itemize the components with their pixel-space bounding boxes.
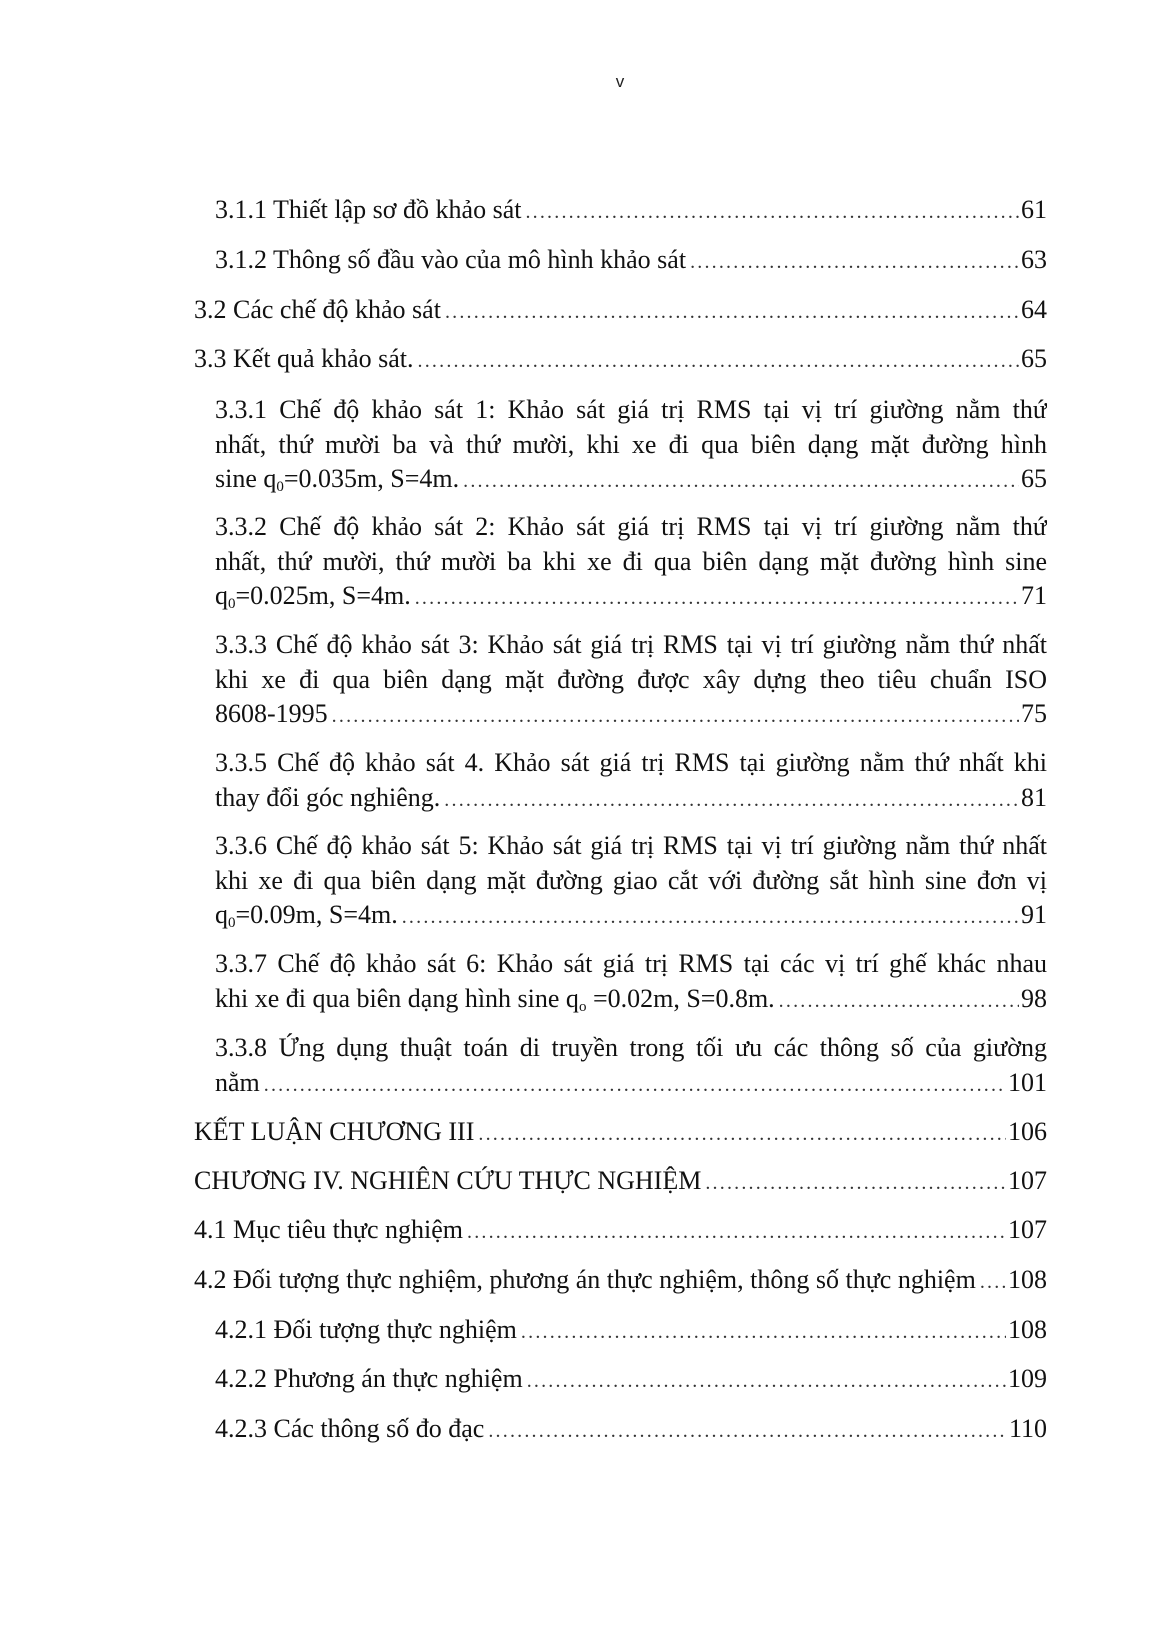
dot-leader	[527, 1364, 1006, 1399]
toc-entry-title: 3.1.2 Thông số đầu vào của mô hình khảo sát	[215, 245, 687, 274]
toc-entry-title: 4.1 Mục tiêu thực nghiệm	[194, 1215, 463, 1244]
toc-entry-title: sine $q_0=0.035m$, S=4m.	[215, 464, 460, 495]
toc-entry-title: 3.2 Các chế độ khảo sát	[194, 295, 441, 324]
toc-entry[interactable]	[215, 1313, 1047, 1350]
toc-entry[interactable]	[215, 1412, 1047, 1449]
toc-page-number: 65	[1021, 464, 1047, 493]
dot-leader	[705, 1166, 1006, 1201]
toc-page-number: 108	[1008, 1265, 1047, 1294]
toc-entry[interactable]	[194, 1164, 1047, 1201]
toc-page-number: 107	[1008, 1166, 1047, 1195]
toc-entry[interactable]	[194, 1115, 1047, 1152]
toc-entry[interactable]	[215, 947, 1047, 1018]
toc-page-number: 107	[1008, 1215, 1047, 1244]
toc-entry-title: 8608-1995	[215, 699, 328, 728]
dot-leader	[478, 1117, 1006, 1152]
toc-page-number: 108	[1008, 1315, 1047, 1344]
toc-entry-title: $q_0=0.09m$, S=4m.	[215, 900, 398, 931]
toc-entry-line: khi xe đi qua biên dạng mặt đường được xây dựng theo tiêu chuẩn ISO	[215, 664, 1047, 694]
toc-entry-title: nằm	[215, 1067, 260, 1097]
dot-leader	[525, 195, 1019, 230]
toc-entry-title: 4.2.3 Các thông số đo đạc	[215, 1414, 485, 1443]
toc-page-number: 91	[1021, 900, 1047, 929]
dot-leader	[445, 295, 1019, 330]
toc-entry[interactable]	[194, 293, 1047, 330]
toc-page-number: 71	[1021, 581, 1047, 610]
toc-entry-title: 3.1.1 Thiết lập sơ đồ khảo sát	[215, 195, 522, 224]
dot-leader	[415, 581, 1019, 616]
toc-entry-line: 3.3.1 Chế độ khảo sát 1: Khảo sát giá trị RMS tại vị trí giường nằm thứ	[215, 395, 1047, 424]
toc-entry-title: KẾT LUẬN CHƯƠNG III	[194, 1117, 475, 1146]
toc-entry[interactable]	[215, 1031, 1047, 1102]
toc-page-number: 101	[1008, 1067, 1047, 1097]
toc-page-number: 81	[1021, 782, 1047, 812]
toc-page-number: 61	[1021, 195, 1047, 224]
toc-entry[interactable]	[194, 1213, 1047, 1250]
toc-page-number: 109	[1008, 1364, 1047, 1393]
dot-leader	[521, 1315, 1006, 1350]
toc-entry[interactable]	[215, 393, 1047, 499]
toc-page-number: 75	[1021, 699, 1047, 728]
toc-entry[interactable]	[215, 510, 1047, 616]
toc-page-number: 64	[1021, 295, 1047, 324]
dot-leader	[402, 900, 1019, 935]
toc-page-number: 65	[1021, 344, 1047, 373]
toc-page-number: 106	[1008, 1117, 1047, 1146]
dot-leader	[467, 1215, 1006, 1250]
toc-entry[interactable]	[215, 746, 1047, 817]
dot-leader	[779, 984, 1019, 1019]
toc-page-number: 63	[1021, 245, 1047, 274]
toc-entry-title: 3.3 Kết quả khảo sát.	[194, 344, 414, 373]
dot-leader	[444, 783, 1019, 818]
dot-leader	[264, 1068, 1006, 1103]
toc-entry-line: nhất, thứ mười ba và thứ mười, khi xe đi qua biên dạng mặt đường hình	[215, 429, 1047, 459]
toc-entry-line: 3.3.2 Chế độ khảo sát 2: Khảo sát giá trị RMS tại vị trí giường nằm thứ	[215, 512, 1047, 541]
toc-entry[interactable]	[194, 342, 1047, 379]
toc-entry[interactable]	[215, 829, 1047, 935]
dot-leader	[332, 699, 1019, 734]
toc-entry[interactable]	[194, 1263, 1047, 1300]
toc-entry-title: thay đổi góc nghiêng.	[215, 782, 441, 812]
dot-leader	[690, 245, 1019, 280]
toc-entry[interactable]	[215, 243, 1047, 280]
toc-entry-line: khi xe đi qua biên dạng mặt đường giao cắt với đường sắt hình sine đơn vị	[215, 865, 1047, 895]
toc-entry[interactable]	[215, 1362, 1047, 1399]
dot-leader	[488, 1414, 1007, 1449]
toc-entry-title: khi xe đi qua biên dạng hình sine $q_o =0.02m$, S=0.8m.	[215, 983, 775, 1015]
toc-entry-title: CHƯƠNG IV. NGHIÊN CỨU THỰC NGHIỆM	[194, 1166, 702, 1195]
toc-entry-line: 3.3.6 Chế độ khảo sát 5: Khảo sát giá trị RMS tại vị trí giường nằm thứ nhất	[215, 831, 1047, 860]
toc-entry-title: 4.2.1 Đối tượng thực nghiệm	[215, 1315, 517, 1344]
toc-entry[interactable]	[215, 628, 1047, 734]
toc-page-number: 110	[1008, 1414, 1047, 1443]
dot-leader	[463, 464, 1019, 499]
dot-leader	[980, 1265, 1006, 1300]
toc-entry[interactable]	[215, 193, 1047, 230]
toc-entry-title: 4.2.2 Phương án thực nghiệm	[215, 1364, 523, 1393]
toc-entry-line: 3.3.7 Chế độ khảo sát 6: Khảo sát giá trị RMS tại các vị trí ghế khác nhau	[215, 949, 1047, 978]
toc-page-number: 98	[1021, 983, 1047, 1013]
toc-entry-line: 3.3.8 Ứng dụng thuật toán di truyền trong tối ưu các thông số của giường	[215, 1033, 1047, 1062]
toc-entry-line: 3.3.5 Chế độ khảo sát 4. Khảo sát giá trị RMS tại giường nằm thứ nhất khi	[215, 748, 1047, 777]
toc-entry-title: 4.2 Đối tượng thực nghiệm, phương án thực nghiệm, thông số thực nghiệm	[194, 1265, 976, 1294]
dot-leader	[418, 344, 1019, 379]
page-number: v	[615, 72, 625, 91]
toc-entry-line: nhất, thứ mười, thứ mười ba khi xe đi qua biên dạng mặt đường hình sine	[215, 546, 1047, 576]
toc-entry-title: $q_0=0.025m$, S=4m.	[215, 581, 411, 612]
toc-entry-line: 3.3.3 Chế độ khảo sát 3: Khảo sát giá trị RMS tại vị trí giường nằm thứ nhất	[215, 630, 1047, 659]
